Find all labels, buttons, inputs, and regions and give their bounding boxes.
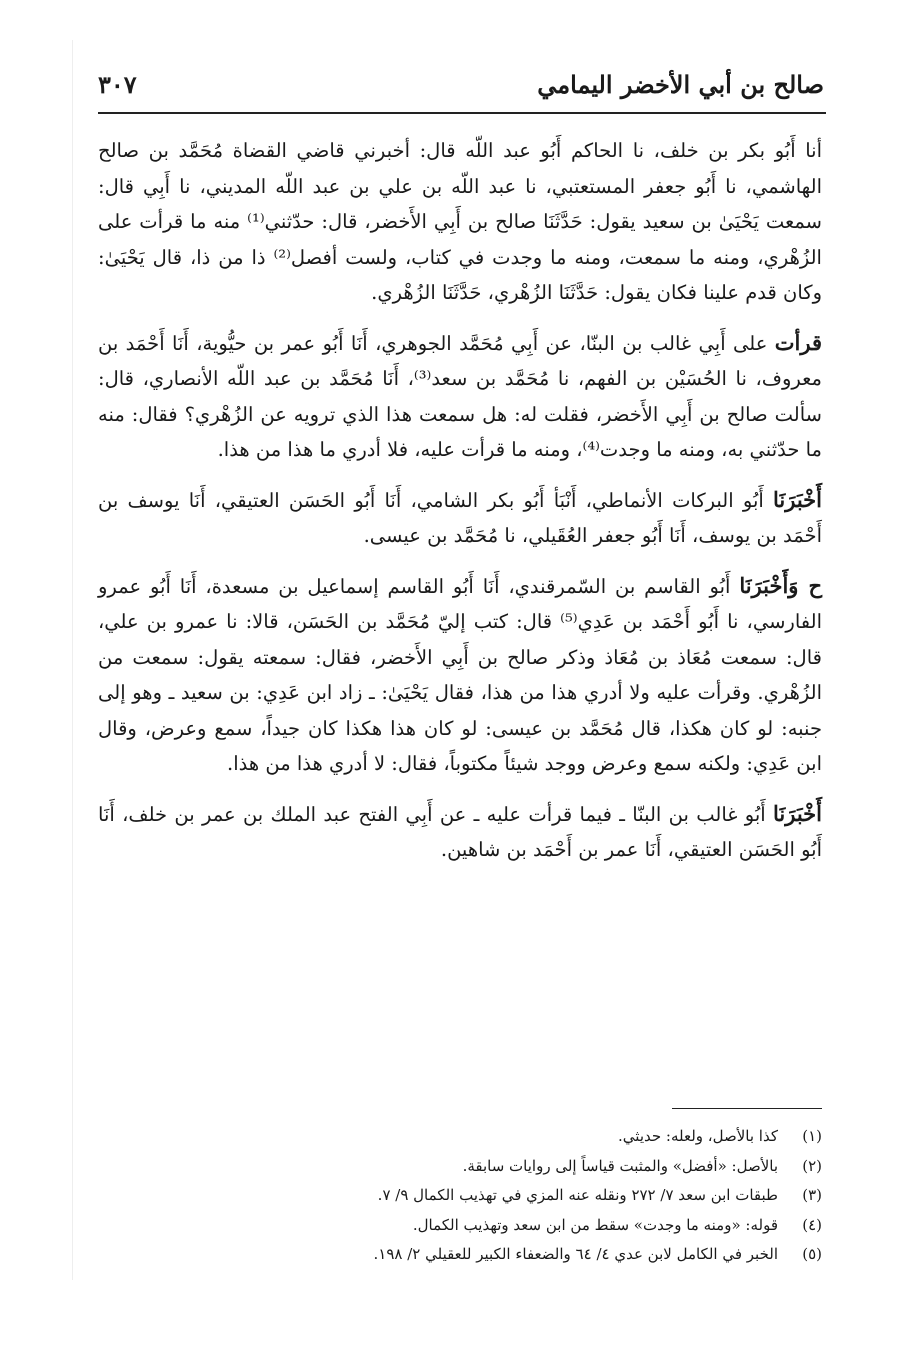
footnote-rule — [672, 1108, 822, 1109]
paragraph-lead: ح وَأَخْبَرَنَا — [739, 572, 822, 598]
header-rule — [98, 112, 826, 114]
footnote-item — [98, 1211, 822, 1241]
footnote-text: قوله: «ومنه ما وجدت» سقط من ابن سعد وتهذيب الكمال. — [412, 1215, 778, 1234]
footnote-number: (٥) — [802, 1245, 822, 1263]
footnote-item — [98, 1122, 822, 1152]
paragraph-text: أَبُو البركات الأنماطي، أَنْبَأ أَبُو بكر الشامي، أَنَا أَبُو الحَسَن العتيقي، أَنَا يوسف بن أَحْمَد بن يوسف، أَنَا أَبُو جعفر العُقَيلي، نا مُحَمَّد بن عيسى. — [98, 488, 822, 547]
paragraph-lead: أَخْبَرَنَا — [773, 486, 822, 512]
footnote-number: (٤) — [802, 1215, 822, 1234]
footnote-text: الخبر في الكامل لابن عدي ٤/ ٦٤ والضعفاء الكبير للعقيلي ٢/ ١٩٨. — [373, 1245, 778, 1263]
paragraph-text: أَبُو غالب بن البنّا ـ فيما قرأت عليه ـ عن أَبِي الفتح عبد الملك بن عمر بن خلف، أَنَا أَبُو الحَسَن العتيقي، أَنَا عمر بن أَحْمَد بن شاهين. — [98, 802, 822, 861]
main-text — [98, 132, 822, 882]
footnote-text: طبقات ابن سعد ٧/ ٢٧٢ ونقله عنه المزي في تهذيب الكمال ٩/ ٧. — [377, 1186, 778, 1204]
paragraph — [98, 132, 822, 311]
footnote-number: (٣) — [802, 1186, 822, 1204]
page-number: ٣٠٧ — [98, 70, 137, 99]
footnote-item — [98, 1240, 822, 1270]
footnotes — [98, 1122, 822, 1270]
paragraph — [98, 325, 822, 468]
page-edge-line — [72, 40, 73, 1280]
running-title: صالح بن أبي الأخضر اليمامي — [537, 70, 824, 99]
paragraph-lead: أَخْبَرَنَا — [773, 800, 822, 826]
paragraph — [98, 482, 822, 554]
paragraph-text: أَبُو القاسم بن السّمرقندي، أَنَا أَبُو القاسم إسماعيل بن مسعدة، أَنَا أَبُو عمرو الفارسي، نا أَبُو أَحْمَد بن عَدِي⁽⁵⁾ قال: كتب إليّ مُحَمَّد بن الحَسَن، قالا: نا عمرو بن علي، قال: سمعت مُعَاذ بن مُعَاذ وذكر صالح بن أَبِي الأَخضر، فقال: سمعته يقول: سمعت من الزُهْري. وقرأت عليه ولا أدري هذا من هذا، فقال يَحْيَىٰ: ـ زاد ابن عَدِي: بن سعيد ـ وهو إلى جنبه: لو كان هكذا، قال مُحَمَّد بن عيسى: لو كان هذا هكذا كان جيداً، سمع وعرض، وقال ابن عَدِي: ولكنه سمع وعرض ووجد شيئاً مكتوباً، فقال: لا أدري هذا من هذا. — [98, 574, 822, 775]
paragraph-text: أنا أَبُو بكر بن خلف، نا الحاكم أَبُو عبد اللّه قال: أخبرني قاضي القضاة مُحَمَّد بن صالح الهاشمي، نا أَبُو جعفر المستعتبي، نا عبد اللّه بن علي بن عبد اللّه المديني، نا أَبِي قال: سمعت يَحْيَىٰ بن سعيد يقول: حَدَّثَنَا صالح بن أَبِي الأَخضر، قال: حدّثني⁽¹⁾ منه ما قرأت على الزُهْري، ومنه ما سمعت، ومنه ما وجدت في كتاب، ولست أفصل⁽²⁾ ذا من ذا، قال يَحْيَىٰ: وكان قدم علينا فكان يقول: حَدَّثَنَا الزُهْري، حَدَّثَنَا الزُهْري. — [98, 139, 822, 304]
footnote-text: بالأصل: «أفضل» والمثبت قياساً إلى روايات سابقة. — [462, 1156, 778, 1175]
paragraph-text: على أَبِي غالب بن البنّا، عن أَبِي مُحَمَّد الجوهري، أَنَا أَبُو عمر بن حيُّوية، أَنَا أَحْمَد بن معروف، نا الحُسَيْن بن الفهم، نا مُحَمَّد بن سعد⁽³⁾، أَنَا مُحَمَّد بن عبد اللّه الأنصاري، قال: سألت صالح بن أَبِي الأَخضر، فقلت له: هل سمعت هذا الذي ترويه عن الزُهْري؟ فقال: منه ما حدّثني به، ومنه ما وجدت⁽⁴⁾، ومنه ما قرأت عليه، فلا أدري ما هذا من هذا. — [98, 331, 823, 461]
paragraph-lead: قرأت — [774, 329, 822, 355]
footnote-item — [98, 1152, 822, 1182]
footnote-text: كذا بالأصل، ولعله: حديثي. — [618, 1127, 778, 1145]
footnote-number: (١) — [802, 1127, 822, 1145]
paragraph — [98, 796, 822, 868]
footnote-item — [98, 1181, 822, 1211]
paragraph — [98, 568, 822, 782]
footnote-number: (٢) — [802, 1156, 822, 1175]
page-header — [98, 68, 824, 108]
